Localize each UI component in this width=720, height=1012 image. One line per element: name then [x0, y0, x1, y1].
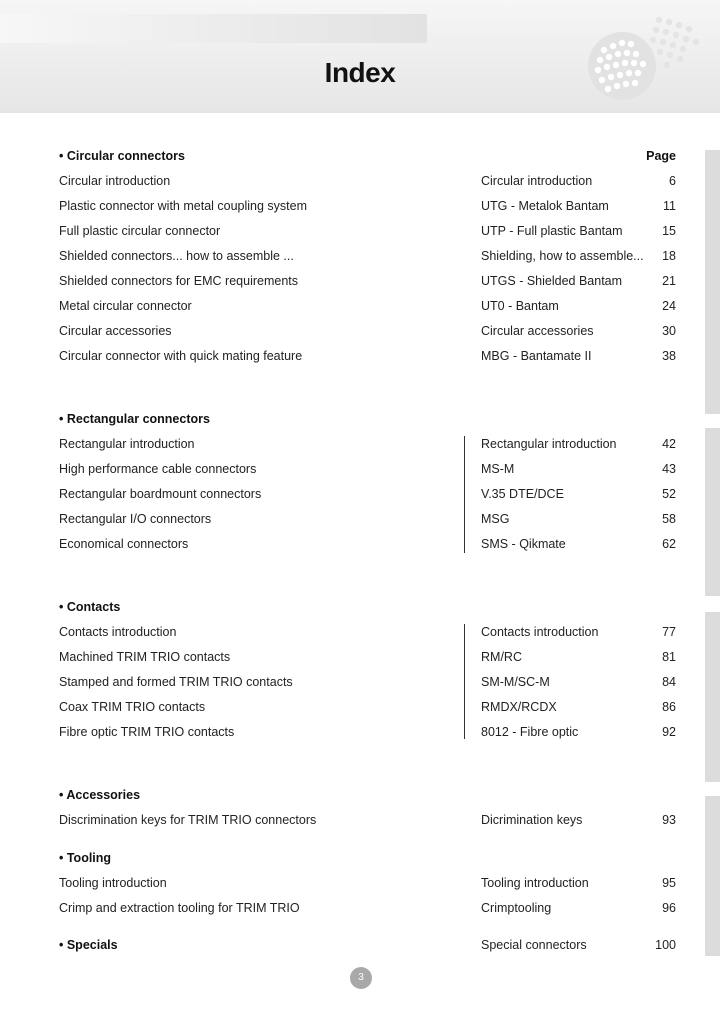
row-product: UTGS - Shielded Bantam [481, 274, 623, 288]
row-product: MSG [481, 512, 510, 526]
row-description: Crimp and extraction tooling for TRIM TRIO [59, 901, 300, 915]
index-row[interactable] [59, 349, 676, 367]
page-title: Index [324, 57, 396, 88]
section-tab-accessories [705, 796, 720, 956]
row-product: Tooling introduction [481, 876, 589, 890]
row-page: 21 [662, 274, 676, 288]
index-row[interactable] [59, 650, 676, 668]
row-description: Shielded connectors for EMC requirements [59, 274, 299, 288]
index-row[interactable] [59, 901, 676, 919]
row-product: Special connectors [481, 938, 587, 952]
row-page: 24 [662, 299, 676, 313]
row-page: 42 [662, 437, 676, 451]
row-page: 58 [662, 512, 676, 526]
row-description: Plastic connector with metal coupling system [59, 199, 308, 213]
row-product: MBG - Bantamate II [481, 349, 592, 363]
row-page: 38 [662, 349, 676, 363]
row-page: 86 [662, 700, 676, 714]
index-row[interactable] [59, 199, 676, 217]
section-heading-tooling: • Tooling [59, 851, 112, 865]
index-row[interactable] [59, 487, 676, 505]
section-tab-contacts [705, 612, 720, 782]
row-page: 95 [662, 876, 676, 890]
index-row[interactable] [59, 437, 676, 455]
section-tab-circular [705, 150, 720, 414]
row-page: 93 [662, 813, 676, 827]
index-row[interactable] [59, 725, 676, 743]
index-row[interactable] [59, 249, 676, 267]
row-description: Rectangular introduction [59, 437, 195, 451]
index-row[interactable] [59, 876, 676, 894]
row-page: 84 [662, 675, 676, 689]
row-page: 81 [662, 650, 676, 664]
page-column-header: Page [646, 149, 676, 163]
row-product: Shielding, how to assemble... [481, 249, 644, 263]
row-description: Shielded connectors... how to assemble ... [59, 249, 294, 263]
row-page: 52 [662, 487, 676, 501]
index-row[interactable] [59, 700, 676, 718]
index-row[interactable] [59, 274, 676, 292]
index-row[interactable] [59, 324, 676, 342]
index-row[interactable] [59, 537, 676, 555]
row-product: UTG - Metalok Bantam [481, 199, 609, 213]
row-product: Contacts introduction [481, 625, 599, 639]
row-page: 6 [669, 174, 676, 188]
row-product: MS-M [481, 462, 515, 476]
row-product: Rectangular introduction [481, 437, 617, 451]
row-description: Coax TRIM TRIO contacts [59, 700, 206, 714]
row-product: Circular introduction [481, 174, 593, 188]
row-product: UTP - Full plastic Bantam [481, 224, 623, 238]
section-heading-specials: • Specials [59, 938, 118, 952]
row-description: Metal circular connector [59, 299, 192, 313]
row-page: 18 [662, 249, 676, 263]
row-page: 11 [663, 199, 676, 213]
row-description: Tooling introduction [59, 876, 167, 890]
row-product: RM/RC [481, 650, 522, 664]
row-description: Circular connector with quick mating feature [59, 349, 303, 363]
section-heading-rectangular: • Rectangular connectors [59, 412, 210, 426]
row-product: 8012 - Fibre optic [481, 725, 579, 739]
row-description: Economical connectors [59, 537, 189, 551]
row-page: 62 [662, 537, 676, 551]
row-product: SM-M/SC-M [481, 675, 550, 689]
row-product: UT0 - Bantam [481, 299, 559, 313]
index-row[interactable] [59, 462, 676, 480]
row-page: 77 [662, 625, 676, 639]
row-description: Stamped and formed TRIM TRIO contacts [59, 675, 293, 689]
row-description: Full plastic circular connector [59, 224, 221, 238]
index-row[interactable] [59, 813, 676, 831]
row-product: RMDX/RCDX [481, 700, 557, 714]
row-product: V.35 DTE/DCE [481, 487, 564, 501]
index-row[interactable] [59, 512, 676, 530]
index-row[interactable] [59, 675, 676, 693]
row-page: 30 [662, 324, 676, 338]
row-page: 15 [662, 224, 676, 238]
index-row[interactable] [59, 625, 676, 643]
index-row[interactable] [59, 938, 676, 956]
row-description: Discrimination keys for TRIM TRIO connectors [59, 813, 317, 827]
row-product: Dicrimination keys [481, 813, 583, 827]
row-description: High performance cable connectors [59, 462, 257, 476]
row-page: 43 [662, 462, 676, 476]
section-heading-circular: • Circular connectors [59, 149, 185, 163]
index-row[interactable] [59, 174, 676, 192]
row-description: Circular introduction [59, 174, 171, 188]
row-product: SMS - Qikmate [481, 537, 566, 551]
row-description: Fibre optic TRIM TRIO contacts [59, 725, 235, 739]
dot-circle-decoration-icon [580, 8, 705, 108]
row-product: Circular accessories [481, 324, 594, 338]
row-page: 96 [662, 901, 676, 915]
section-heading-accessories: • Accessories [59, 788, 141, 802]
row-description: Rectangular boardmount connectors [59, 487, 262, 501]
row-product: Crimptooling [481, 901, 552, 915]
index-row[interactable] [59, 299, 676, 317]
page-number: 3 [350, 967, 372, 989]
row-page: 92 [662, 725, 676, 739]
index-row[interactable] [59, 224, 676, 242]
row-description: Rectangular I/O connectors [59, 512, 212, 526]
header-stripe [0, 14, 427, 43]
row-description: Contacts introduction [59, 625, 177, 639]
row-page: 100 [655, 938, 676, 952]
section-tab-rectangular [705, 428, 720, 596]
row-description: Machined TRIM TRIO contacts [59, 650, 231, 664]
section-heading-contacts: • Contacts [59, 600, 121, 614]
row-description: Circular accessories [59, 324, 172, 338]
